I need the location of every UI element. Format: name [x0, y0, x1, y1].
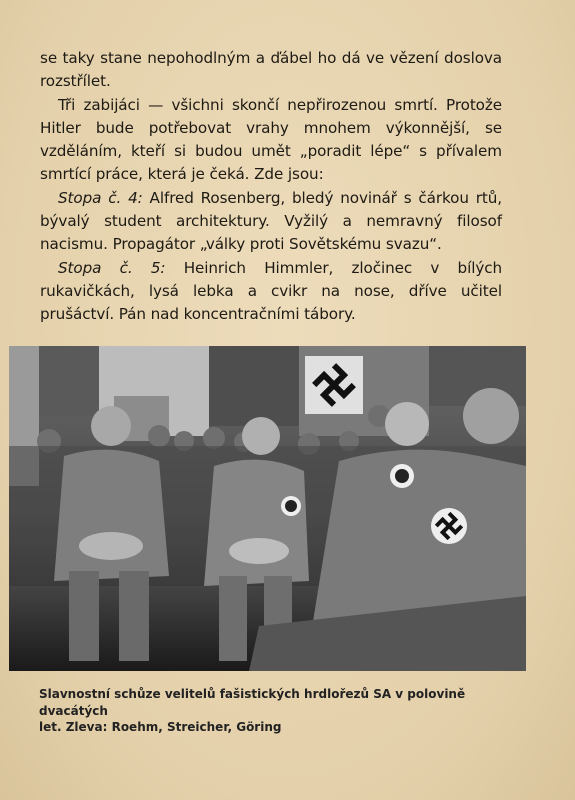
- caption-line-1: Slavnostní schůze velitelů fašistických hrdlořezů SA v polovině dvacátých: [39, 687, 466, 718]
- paragraph-4: [40, 257, 502, 327]
- historical-photo: [9, 346, 526, 671]
- paragraph-2-text: Tři zabijáci — všichni skončí nepřirozenou smrtí. Protože Hitler bude potřebovat vrahy mnohem výkonnější, se vzděláním, kteří si budou umět „poradit lépe“ s přívalem smrtící práce, která je čeká. Zde jsou:: [40, 95, 502, 184]
- photo-caption: [39, 686, 509, 736]
- clue-label-4: Stopa č. 4:: [58, 188, 143, 207]
- photo-illustration: [9, 346, 526, 671]
- paragraph-3: [40, 187, 502, 257]
- flag-symbol: [305, 356, 363, 414]
- clue-label-5: Stopa č. 5:: [58, 258, 166, 277]
- paragraph-4-text: Heinrich Himmler, zločinec v bílých rukavičkách, lysá lebka a cvikr na nose, dříve učitel prušáctví. Pán nad koncentračními tábory.: [40, 258, 502, 324]
- caption-line-2: let. Zleva: Roehm, Streicher, Göring: [39, 720, 282, 734]
- paragraph-1-text: se taky stane nepohodlným a ďábel ho dá ve vězení doslova rozstřílet.: [40, 49, 502, 91]
- paragraph-3-text: Alfred Rosenberg, bledý novinář s čárkou rtů, bývalý student architektury. Vyžilý a nemravný filosof nacismu. Propagátor „války proti Sovětskému svazu“.: [40, 188, 502, 254]
- body-text: [40, 47, 502, 327]
- paragraph-2: [40, 94, 502, 187]
- paragraph-1: [40, 47, 502, 94]
